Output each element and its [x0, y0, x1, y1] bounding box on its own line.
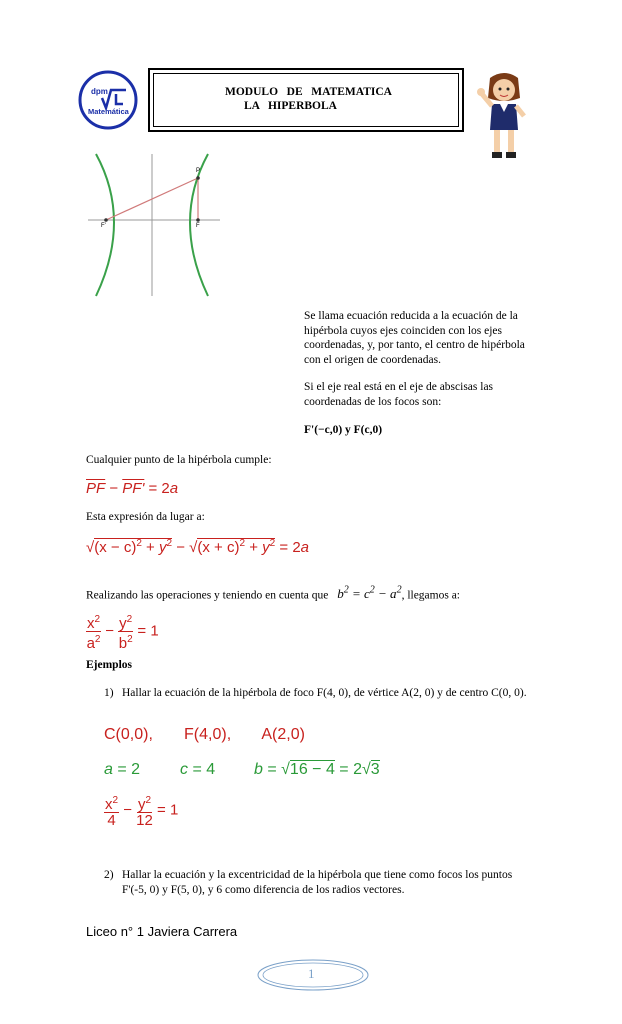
realizando-text: [86, 584, 460, 603]
label-f: F: [196, 223, 200, 229]
b2-relation: $b^2 = c^2 - a^2$: [337, 585, 402, 602]
example-1-number: 1): [104, 687, 114, 699]
equation-2: $√(x - c)^2 + y^2 - √(x + c)^2 + y^2 = 2a$: [86, 538, 309, 556]
ejemplos-heading: Ejemplos: [86, 659, 132, 671]
footer-school: Liceo n° 1 Javiera Carrera: [86, 924, 238, 939]
example-2-number: 2): [104, 869, 114, 881]
equation-1: $\overline{PF} - PF' = 2a$: [86, 480, 179, 497]
label-p: P: [196, 168, 201, 174]
page-number-badge: [256, 958, 370, 992]
realizando-a: Realizando las operaciones y teniendo en cuenta que: [86, 589, 329, 602]
cumple-text: Cualquier punto de la hipérbola cumple:: [86, 454, 272, 466]
title-line1: MODULO DE MATEMATICA: [225, 86, 392, 98]
example-2-text: Hallar la ecuación y la excentricidad de la hipérbola que tiene como focos los puntos F'(-5, 0) y F(5, 0), y 6 como diferencia de los radios vectores.: [122, 869, 513, 896]
equation-3: $\frac{x^2}{a^2}$ − $\frac{y^2}{b^2}$ = 1: [86, 614, 159, 652]
example-1-c: c = 4: [180, 761, 216, 778]
girl-illustration: [476, 68, 532, 164]
foci-coordinates: F'(−c,0) y F(c,0): [304, 424, 383, 436]
example-1-b: b = √16 − 4 = 2√3: [254, 761, 380, 778]
example-1-a: a = 2: [104, 761, 141, 778]
page-number: 1: [308, 966, 315, 981]
label-f-prime: F': [101, 223, 106, 229]
logo-top-text: dpm: [91, 87, 108, 96]
logo-bottom-text: Matemática: [88, 107, 129, 116]
example-1-text: Hallar la ecuación de la hipérbola de foco F(4, 0), de vértice A(2, 0) y de centro C(0, 0).: [122, 687, 527, 699]
example-1-points: C(0,0), F(4,0), A(2,0): [104, 726, 305, 743]
intro-paragraph-1: Se llama ecuación reducida a la ecuación de la hipérbola cuyos ejes coinciden con los ejes coordenadas, y, por tanto, el centro de hipérbola con el origen de coordenadas.: [304, 310, 525, 366]
example-1-result: $\frac{x^2}{4}$ − $\frac{y^2}{12}$ = 1: [105, 795, 179, 829]
intro-paragraph-2: Si el eje real está en el eje de abscisas las coordenadas de los focos son:: [304, 381, 494, 408]
hyperbola-figure: [86, 150, 222, 298]
lugar-text: Esta expresión da lugar a:: [86, 511, 205, 523]
logo: [78, 70, 138, 130]
title-line2: LA HIPERBOLA: [244, 100, 337, 112]
realizando-c: , llegamos a:: [401, 589, 461, 602]
title-box: [148, 68, 464, 132]
